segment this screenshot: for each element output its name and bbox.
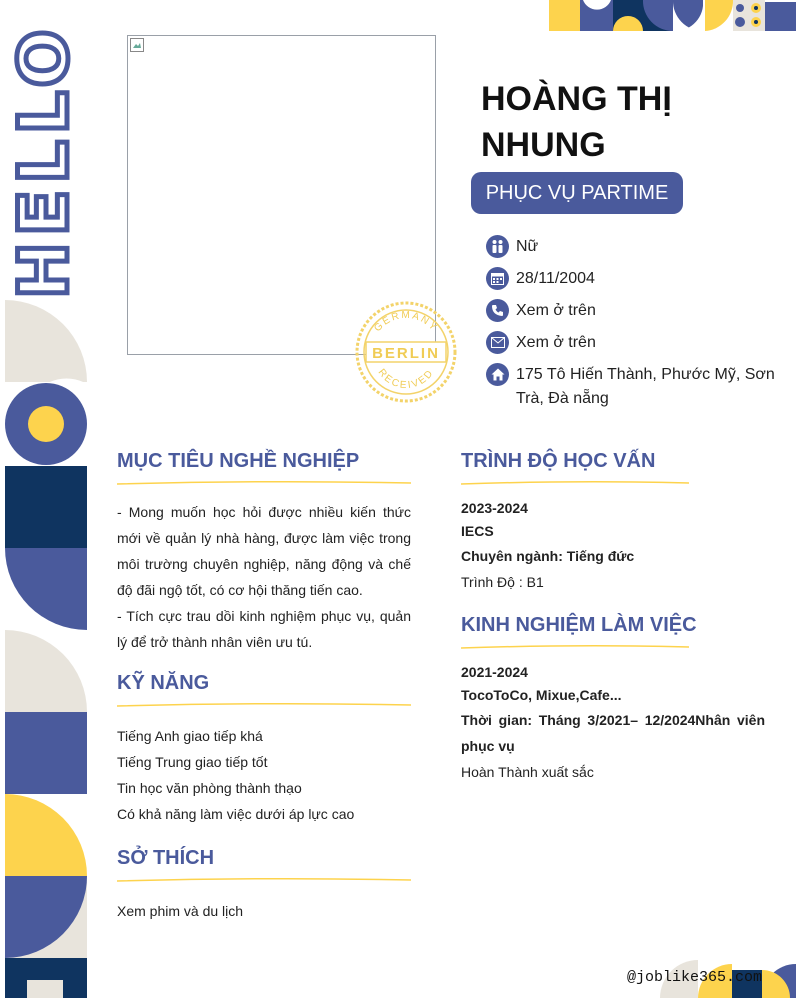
experience-detail: Thời gian: Tháng 3/2021– 12/2024Nhân viên phục vụ bbox=[461, 712, 765, 754]
info-address bbox=[486, 363, 776, 411]
section-underline bbox=[461, 644, 689, 650]
hobbies-title: SỞ THÍCH bbox=[117, 847, 215, 869]
gender-icon bbox=[486, 235, 509, 258]
svg-text:GERMANY bbox=[372, 310, 440, 334]
info-birthdate bbox=[486, 267, 776, 291]
education-level: Trình Độ : B1 bbox=[461, 574, 544, 590]
skill-item: Tin học văn phòng thành thạo bbox=[117, 780, 302, 796]
objective-section bbox=[117, 450, 411, 655]
experience-period: 2021-2024 bbox=[461, 664, 528, 680]
skill-item: Có khả năng làm việc dưới áp lực cao bbox=[117, 806, 355, 822]
hobbies-text: Xem phim và du lịch bbox=[117, 903, 244, 919]
experience-section bbox=[461, 614, 765, 785]
education-details bbox=[461, 497, 765, 595]
phone-value: Xem ở trên bbox=[516, 302, 596, 319]
calendar-icon bbox=[486, 267, 509, 290]
stamp-bottom-text: RECEIVED bbox=[375, 367, 437, 392]
hobbies-section bbox=[117, 847, 411, 924]
hello-vertical-text: HELLO bbox=[5, 23, 84, 299]
objective-text bbox=[117, 499, 411, 655]
objective-title: MỤC TIÊU NGHỀ NGHIỆP bbox=[117, 450, 360, 472]
experience-result: Hoàn Thành xuất sắc bbox=[461, 764, 594, 780]
skill-item: Tiếng Trung giao tiếp tốt bbox=[117, 754, 268, 770]
skill-item: Tiếng Anh giao tiếp khá bbox=[117, 728, 263, 744]
mail-icon bbox=[486, 331, 509, 354]
education-period: 2023-2024 bbox=[461, 500, 528, 516]
section-underline bbox=[117, 702, 411, 708]
broken-image-icon bbox=[130, 38, 144, 52]
decorative-pattern-top bbox=[549, 0, 796, 31]
education-major: Chuyên ngành: Tiếng đức bbox=[461, 548, 635, 564]
stamp-top-text: GERMANY bbox=[372, 309, 440, 335]
birthdate-value: 28/11/2004 bbox=[516, 270, 595, 287]
info-gender bbox=[486, 235, 776, 259]
skills-list bbox=[117, 723, 411, 827]
candidate-name: HOÀNG THỊ NHUNG bbox=[481, 80, 672, 164]
stamp-center-text: BERLIN bbox=[372, 345, 440, 362]
experience-title: KINH NGHIỆM LÀM VIỆC bbox=[461, 614, 697, 636]
address-value: 175 Tô Hiến Thành, Phước Mỹ, Sơn Trà, Đà nẵng bbox=[516, 366, 775, 407]
berlin-stamp bbox=[354, 300, 458, 404]
objective-paragraph: - Tích cực trau dồi kinh nghiệm phục vụ, quản lý để trở thành nhân viên ưu tú. bbox=[117, 608, 411, 650]
experience-company: TocoToCo, Mixue,Cafe... bbox=[461, 687, 622, 703]
education-title: TRÌNH ĐỘ HỌC VẤN bbox=[461, 450, 656, 472]
footer-website[interactable]: @joblike365.com bbox=[627, 969, 763, 986]
info-phone bbox=[486, 299, 776, 323]
section-underline bbox=[117, 480, 411, 486]
skills-section bbox=[117, 672, 411, 827]
section-underline bbox=[117, 877, 411, 883]
job-title-badge: PHỤC VỤ PARTIME bbox=[471, 172, 683, 214]
gender-value: Nữ bbox=[516, 238, 539, 255]
email-value: Xem ở trên bbox=[516, 334, 596, 351]
experience-details bbox=[461, 661, 765, 785]
decorative-strip-left bbox=[5, 300, 87, 998]
info-email bbox=[486, 331, 776, 355]
phone-icon bbox=[486, 299, 509, 322]
home-icon bbox=[486, 363, 509, 386]
objective-paragraph: - Mong muốn học hỏi được nhiều kiến thức mới về quản lý nhà hàng, được làm việc trong môi trường chuyên nghiệp, năng động và chế độ đãi ngộ tốt, có cơ hội thăng tiến cao. bbox=[117, 504, 411, 598]
education-school: IECS bbox=[461, 523, 494, 539]
education-section bbox=[461, 450, 765, 595]
skills-title: KỸ NĂNG bbox=[117, 672, 210, 694]
section-underline bbox=[461, 480, 689, 486]
